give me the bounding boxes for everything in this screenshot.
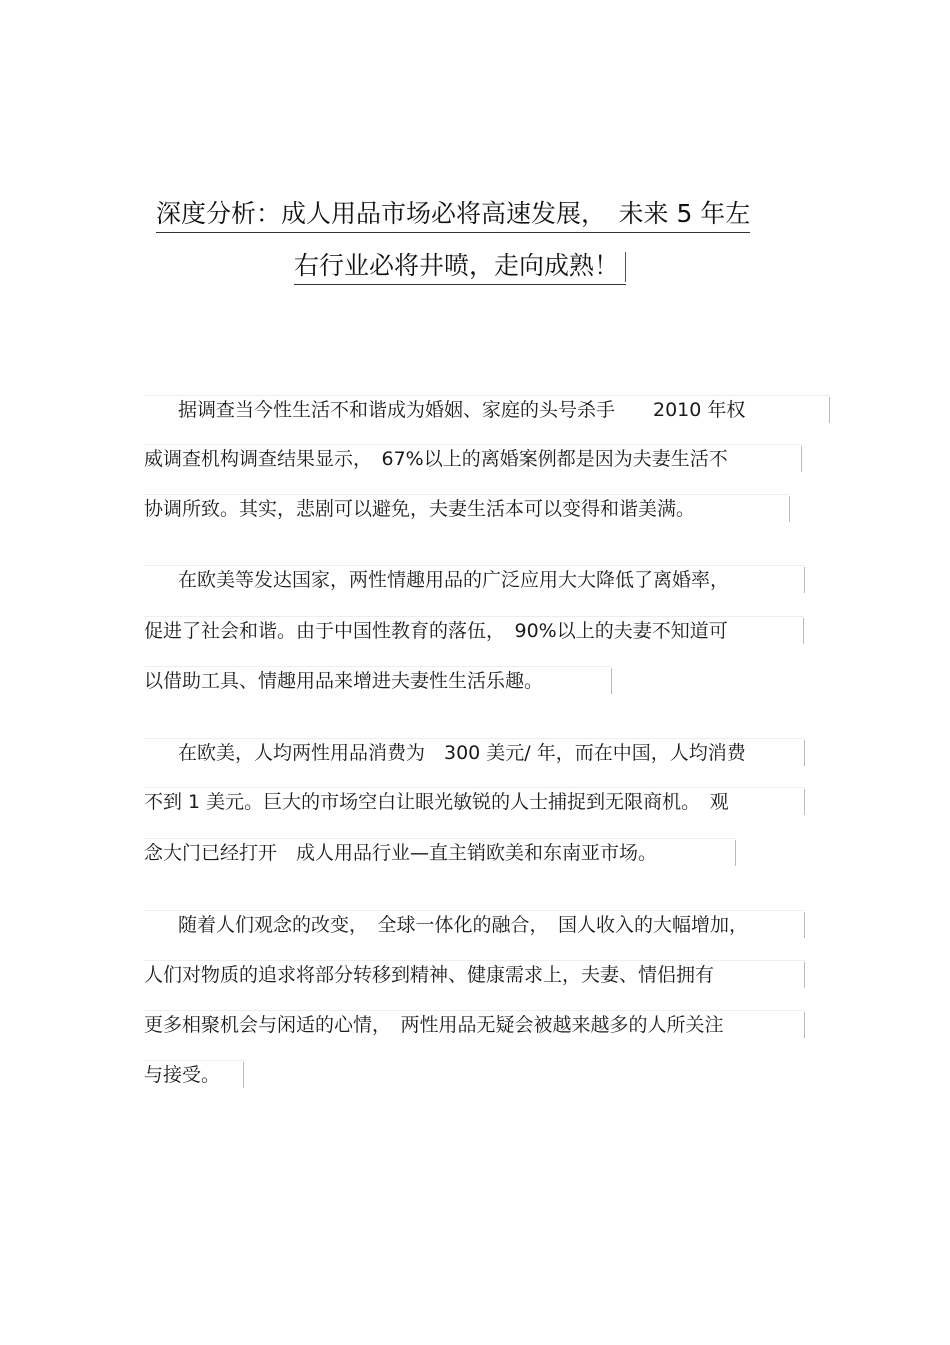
paragraph-line: [144, 444, 802, 474]
paragraph-line: [144, 666, 612, 696]
paragraph-line: [144, 395, 830, 425]
title-line-2-text: 右行业必将井喷，走向成熟！: [294, 251, 620, 280]
title-end-mark: [625, 252, 626, 282]
line-text: 以借助工具、情趣用品来增进夫妻性生活乐趣。: [144, 670, 544, 692]
line-text: 念大门已经打开 成人用品行业—直主销欧美和东南亚市场。: [144, 842, 658, 864]
title-line-1: 深度分析：成人用品市场必将高速发展， 未来 5 年左: [156, 198, 750, 233]
paragraph-line: [144, 1060, 244, 1090]
paragraph-line: [144, 910, 805, 940]
line-text: 威调查机构调查结果显示， 67%以上的离婚案例都是因为夫妻生活不: [144, 448, 728, 470]
line-text: 人们对物质的追求将部分转移到精神、健康需求上，夫妻、情侣拥有: [144, 964, 715, 986]
paragraph-line: [144, 494, 790, 524]
paragraph-line: [144, 1010, 805, 1040]
line-text: 协调所致。其实，悲剧可以避免，夫妻生活本可以变得和谐美满。: [144, 498, 696, 520]
line-text: 在欧美，人均两性用品消费为 300 美元/ 年，而在中国，人均消费: [178, 742, 746, 764]
title-line-2: [294, 250, 626, 285]
paragraph-line: [144, 616, 804, 646]
paragraph-line: [144, 565, 805, 595]
line-text: 据调查当今性生活不和谐成为婚姻、家庭的头号杀手 2010 年权: [178, 399, 746, 421]
line-text: 随着人们观念的改变， 全球一体化的融合， 国人收入的大幅增加，: [178, 914, 749, 936]
line-text: 在欧美等发达国家，两性情趣用品的广泛应用大大降低了离婚率，: [178, 569, 730, 591]
line-text: 不到 1 美元。巨大的市场空白让眼光敏锐的人士捕捉到无限商机。 观: [144, 791, 729, 813]
paragraph-line: [144, 838, 736, 868]
paragraph-line: [144, 787, 805, 817]
line-text: 促进了社会和谐。由于中国性教育的落伍， 90%以上的夫妻不知道可: [144, 620, 728, 642]
paragraph-line: [144, 960, 805, 990]
paragraph-line: [144, 738, 805, 768]
line-text: 与接受。: [144, 1064, 221, 1086]
line-text: 更多相聚机会与闲适的心情， 两性用品无疑会被越来越多的人所关注: [144, 1014, 724, 1036]
